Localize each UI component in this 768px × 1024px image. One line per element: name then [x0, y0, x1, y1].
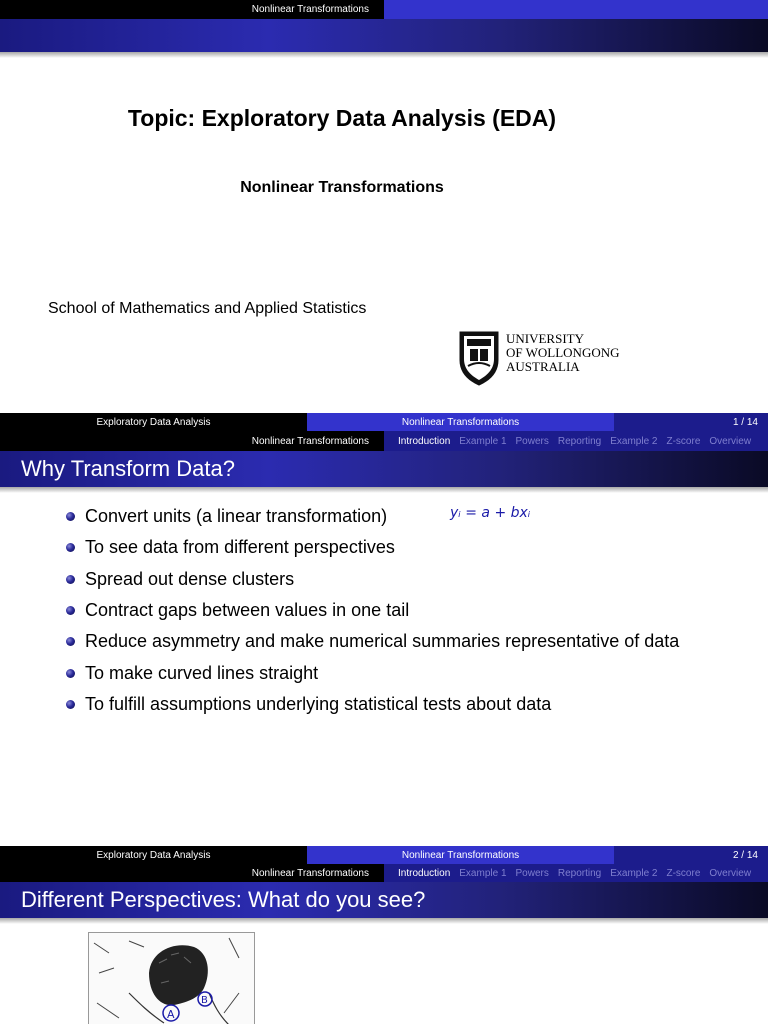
bullet-list [66, 501, 679, 720]
bullet-icon [66, 543, 75, 552]
presentation-subtitle: Nonlinear Transformations [240, 179, 444, 196]
nav-example-1[interactable]: Example 1 [459, 867, 507, 879]
slide-3 [0, 864, 768, 1024]
slide-1 [0, 0, 768, 413]
nav-reporting[interactable]: Reporting [557, 435, 602, 447]
nav-example-1[interactable]: Example 1 [459, 435, 507, 447]
ambiguous-figure-icon [89, 933, 254, 1024]
list-item: To fulfill assumptions underlying statistical tests about data [66, 689, 679, 720]
footer-title: Exploratory Data Analysis [96, 416, 211, 428]
bullet-icon [66, 637, 75, 646]
bullet-icon [66, 512, 75, 521]
page-number: 2 / 14 [732, 849, 758, 861]
slide-1-footer-bar [0, 413, 768, 431]
frame-title-text: Why Transform Data? [21, 456, 235, 481]
presentation-title: Topic: Exploratory Data Analysis (EDA) [127, 105, 557, 131]
slide-1-top-bar [0, 0, 768, 19]
header-band [0, 19, 768, 52]
page-number: 1 / 14 [732, 416, 758, 428]
bullet-icon [66, 575, 75, 584]
section-title: Nonlinear Transformations [251, 4, 369, 15]
nav-example-2[interactable]: Example 2 [610, 867, 658, 879]
nav-introduction[interactable]: Introduction [398, 435, 451, 447]
slide-2-nav-bar [0, 431, 768, 451]
nav-powers[interactable]: Powers [515, 435, 549, 447]
bullet-icon [66, 606, 75, 615]
perspective-image [88, 932, 255, 1024]
nav-z-score[interactable]: Z-score [666, 435, 701, 447]
bullet-icon [66, 669, 75, 678]
list-item: To make curved lines straight [66, 657, 679, 688]
shield-crest-icon [458, 330, 500, 386]
label-b: B [201, 995, 208, 1006]
nav-overview[interactable]: Overview [709, 435, 752, 447]
frame-title [0, 451, 768, 487]
handwritten-annotation: yᵢ = a + bxᵢ [450, 505, 531, 521]
nav-example-2[interactable]: Example 2 [610, 435, 658, 447]
nav-overview[interactable]: Overview [709, 867, 752, 879]
list-item: Reduce asymmetry and make numerical summaries representative of data [66, 626, 679, 657]
nav-reporting[interactable]: Reporting [557, 867, 602, 879]
list-item: Contract gaps between values in one tail [66, 595, 679, 626]
list-item: Convert units (a linear transformation) [66, 501, 679, 532]
institute: School of Mathematics and Applied Statistics [48, 300, 367, 317]
slide-2-footer-bar [0, 846, 768, 864]
nav-z-score[interactable]: Z-score [666, 867, 701, 879]
university-logo [458, 330, 633, 388]
slide-2 [0, 431, 768, 846]
section-title: Nonlinear Transformations [251, 435, 369, 447]
bullet-icon [66, 700, 75, 709]
slide-3-nav-bar [0, 864, 768, 882]
logo-line-1: UNIVERSITY [506, 331, 584, 346]
section-title: Nonlinear Transformations [251, 867, 369, 879]
footer-title: Exploratory Data Analysis [96, 849, 211, 861]
nav-powers[interactable]: Powers [515, 867, 549, 879]
label-a: A [167, 1008, 175, 1021]
footer-subtitle: Nonlinear Transformations [401, 416, 520, 428]
list-item: Spread out dense clusters [66, 564, 679, 595]
frame-title [0, 882, 768, 918]
logo-line-3: AUSTRALIA [506, 359, 580, 374]
logo-line-2: OF WOLLONGONG [506, 345, 620, 360]
footer-subtitle: Nonlinear Transformations [401, 849, 520, 861]
frame-title-text: Different Perspectives: What do you see? [21, 887, 426, 912]
list-item: To see data from different perspectives [66, 532, 679, 563]
nav-introduction[interactable]: Introduction [398, 867, 451, 879]
